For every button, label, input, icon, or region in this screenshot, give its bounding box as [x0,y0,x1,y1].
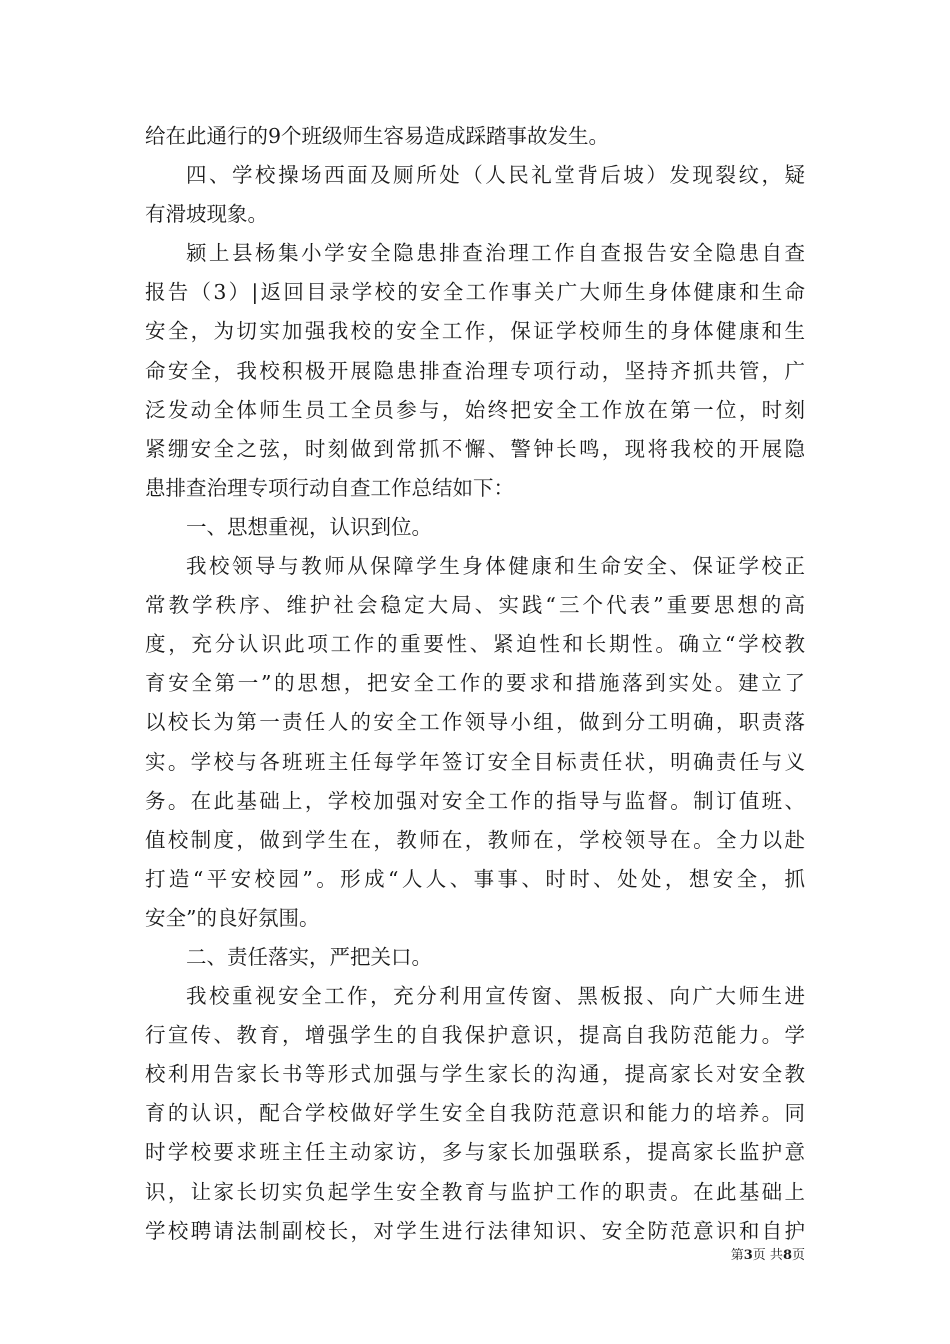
text-line: 务。在此基础上，学校加强对安全工作的指导与监督。制订值班、 [145,788,805,813]
text-line: 实。学校与各班班主任每学年签订安全目标责任状，明确责任与义 [145,749,805,774]
footer-prefix: 第 [730,1248,744,1263]
text-line: 行宣传、教育，增强学生的自我保护意识，提高自我防范能力。学 [145,1023,805,1048]
text-line: 育安全第一”的思想，把安全工作的要求和措施落到实处。建立了 [145,671,805,696]
text-line: 报告（3）|返回目录学校的安全工作事关广大师生身体健康和生命 [145,280,805,305]
text-line: 给在此通行的9个班级师生容易造成踩踏事故发生。 [145,124,610,148]
text-line: 颍上县杨集小学安全隐患排查治理工作自查报告安全隐患自查 [186,241,805,266]
text-line: 育的认识，配合学校做好学生安全自我防范意识和能力的培养。同 [145,1101,805,1126]
text-line: 以校长为第一责任人的安全工作领导小组，做到分工明确，职责落 [145,710,805,735]
text-line: 时学校要求班主任主动家访，多与家长加强联系，提高家长监护意 [145,1140,805,1165]
text-line: 学校聘请法制副校长，对学生进行法律知识、安全防范意识和自护 [145,1218,805,1243]
text-line: 打造“平安校园”。形成“人人、事事、时时、处处，想安全，抓 [145,866,805,891]
total-pages-number: 8 [782,1248,792,1263]
text-line: 命安全，我校积极开展隐患排查治理专项行动，坚持齐抓共管，广 [145,358,805,383]
footer-suffix: 页 [791,1248,805,1263]
text-line: 我校领导与教师从保障学生身体健康和生命安全、保证学校正 [186,554,805,579]
text-line: 二、责任落实，严把关口。 [186,944,432,969]
text-line: 患排查治理专项行动自查工作总结如下： [145,475,514,500]
text-line: 值校制度，做到学生在，教师在，教师在，学校领导在。全力以赴 [145,827,805,852]
text-line: 有滑坡现象。 [145,202,268,227]
text-line: 一、思想重视，认识到位。 [186,514,432,539]
text-line: 常教学秩序、维护社会稳定大局、实践“三个代表”重要思想的高 [145,593,805,618]
text-line: 安全”的良好氛围。 [145,905,320,930]
document-body [145,117,805,1251]
text-line: 紧绷安全之弦，时刻做到常抓不懈、警钟长鸣，现将我校的开展隐 [145,436,805,461]
text-line: 识，让家长切实负起学生安全教育与监护工作的职责。在此基础上 [145,1179,805,1204]
text-line: 泛发动全体师生员工全员参与，始终把安全工作放在第一位，时刻 [145,397,805,422]
text-line: 校利用告家长书等形式加强与学生家长的沟通，提高家长对安全教 [145,1062,805,1087]
page-footer [660,1247,805,1265]
text-line: 四、学校操场西面及厕所处（人民礼堂背后坡）发现裂纹，疑 [186,163,805,188]
footer-middle: 页 共 [752,1248,783,1263]
current-page-number: 3 [743,1248,753,1263]
text-line: 我校重视安全工作，充分利用宣传窗、黑板报、向广大师生进 [186,984,805,1009]
text-line: 安全，为切实加强我校的安全工作，保证学校师生的身体健康和生 [145,319,805,344]
text-line: 度，充分认识此项工作的重要性、紧迫性和长期性。确立“学校教 [145,632,805,657]
